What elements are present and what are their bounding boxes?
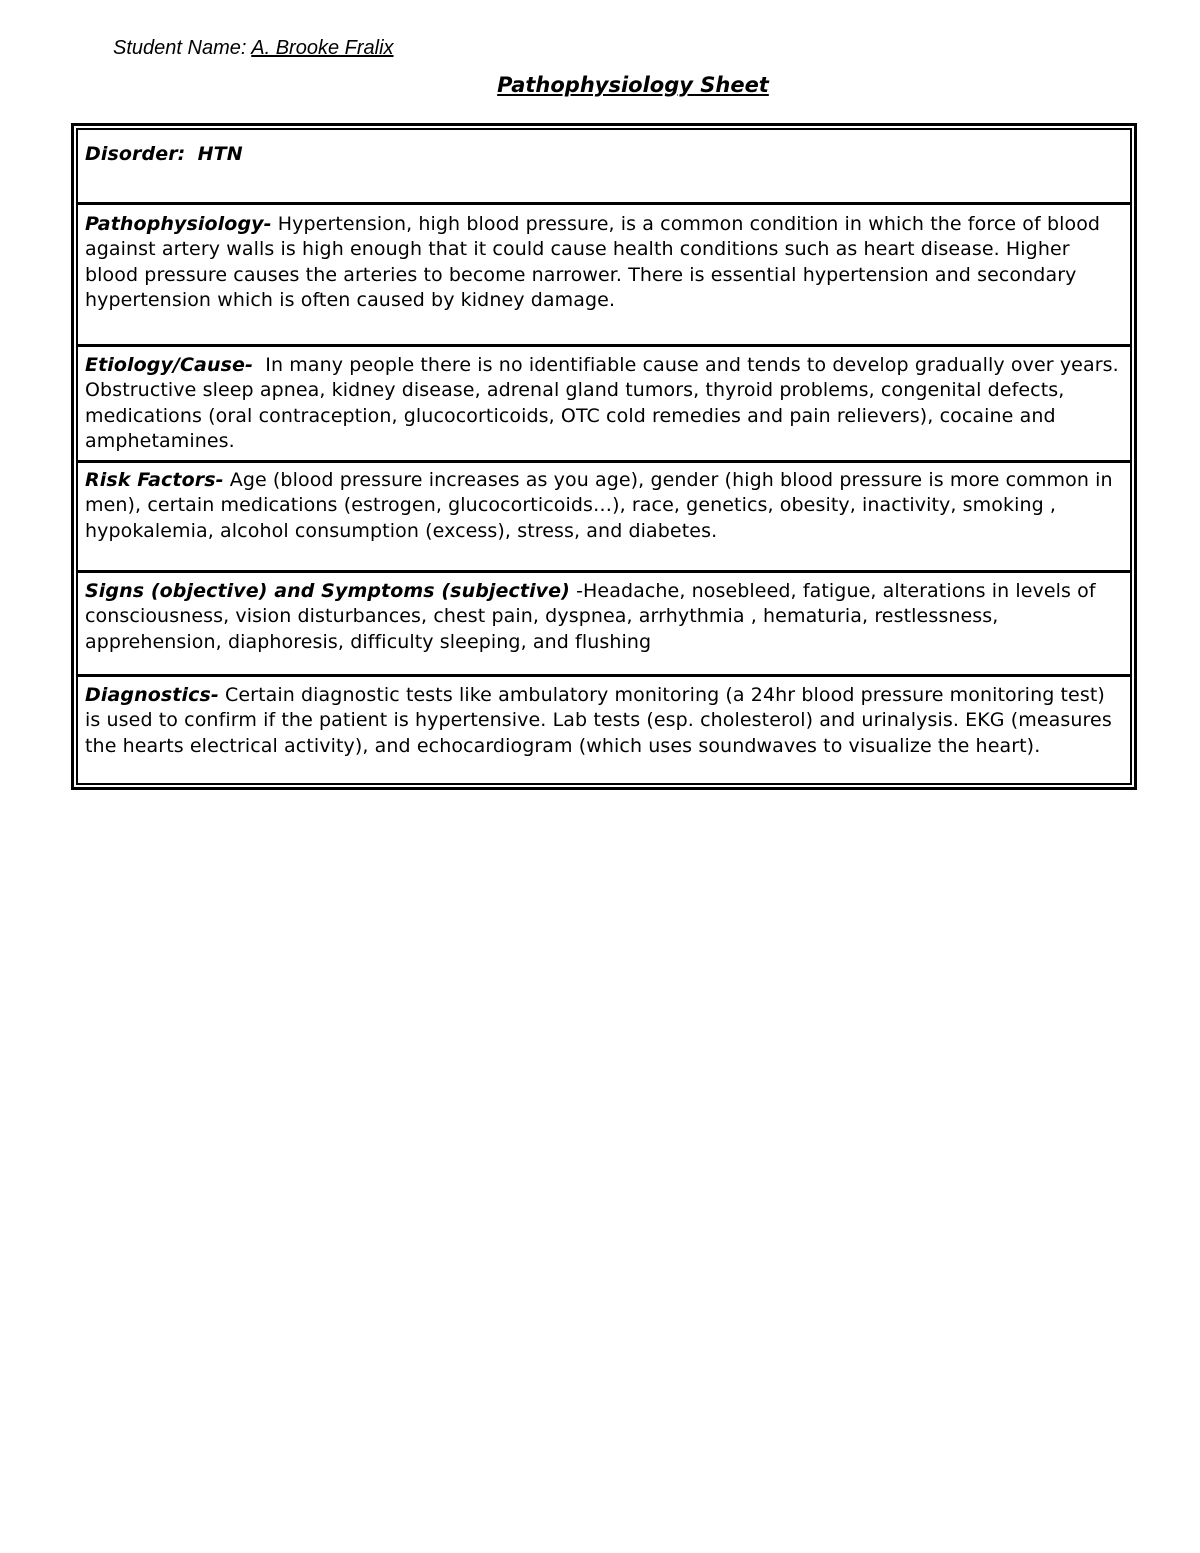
pathophysiology-table-inner [76, 128, 1132, 785]
disorder-value: HTN [197, 143, 243, 165]
disorder-row [78, 130, 1130, 202]
risk-factors-label: Risk Factors- [85, 469, 224, 491]
pathophysiology-text: Hypertension, high blood pressure, is a common condition in which the force of blood against artery walls is high enough that it could cause health conditions such as heart disease. Higher blood pressure causes the arteries to become narrower. There is essential hypertension and secondary hypertension which is often caused by kidney damage. [85, 213, 1101, 312]
diagnostics-label: Diagnostics- [85, 684, 219, 706]
etiology-label: Etiology/Cause- [85, 354, 253, 376]
student-name-line [113, 35, 394, 61]
etiology-row [78, 344, 1130, 460]
signs-symptoms-text: -Headache, nosebleed, fatigue, alterations in levels of consciousness, vision disturbances, chest pain, dyspnea, arrhythmia , hematuria, restlessness, apprehension, diaphoresis, difficulty sleeping, and flushing [85, 580, 1096, 653]
signs-symptoms-row [78, 570, 1130, 674]
pathophysiology-row [78, 202, 1130, 344]
pathophysiology-label: Pathophysiology- [85, 213, 272, 235]
etiology-text: In many people there is no identifiable cause and tends to develop gradually over years. Obstructive sleep apnea, kidney disease, adrenal gland tumors, thyroid problems, congenital defects, medications (oral contraception, glucocorticoids, OTC cold remedies and pain relievers), cocaine and amphetamines. [85, 354, 1119, 453]
signs-symptoms-label: Signs (objective) and Symptoms (subjective) [85, 580, 570, 602]
student-name-label: Student Name: [113, 37, 247, 59]
diagnostics-text: Certain diagnostic tests like ambulatory monitoring (a 24hr blood pressure monitoring test) is used to confirm if the patient is hypertensive. Lab tests (esp. cholesterol) and urinalysis. EKG (measures the hearts electrical activity), and echocardiogram (which uses soundwaves to visualize the heart). [85, 684, 1112, 757]
disorder-label: Disorder: [85, 143, 186, 165]
pathophysiology-table [71, 123, 1137, 790]
page-title: Pathophysiology Sheet [497, 73, 769, 97]
student-name-value: A. Brooke Fralix [251, 37, 394, 59]
risk-factors-text: Age (blood pressure increases as you age), gender (high blood pressure is more common in men), certain medications (estrogen, glucocorticoids…), race, genetics, obesity, inactivity, smoking , hypokalemia, alcohol consumption (excess), stress, and diabetes. [85, 469, 1113, 542]
diagnostics-row [78, 674, 1130, 788]
risk-factors-row [78, 460, 1130, 570]
